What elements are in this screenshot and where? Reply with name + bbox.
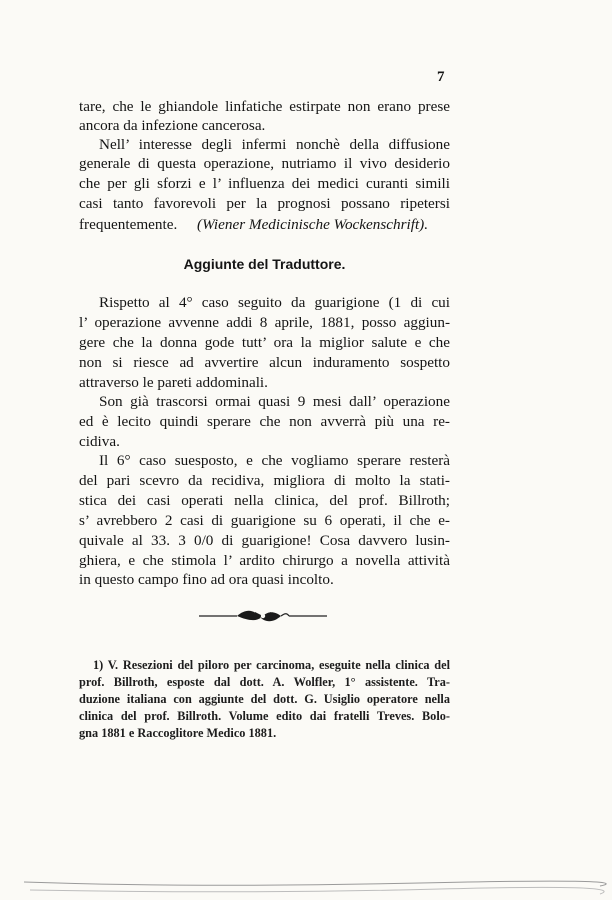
footnote-line: prof. Billroth, esposte dal dott. A. Wolfler, 1° assistente. Tra- [79,675,450,689]
body-text-line: l’ operazione avvenne addi 8 aprile, 1881, posso aggiun- [79,314,450,331]
footnote-line: duzione italiana con aggiunte del dott. G. Usiglio operatore nella [79,692,450,706]
body-text-line: in questo campo fino ad ora quasi incolto. [79,571,334,588]
body-text-line: generale di questa operazione, nutriamo il vivo desiderio [79,155,450,172]
body-text-line: casi tanto favorevoli per la prognosi possano ripetersi [79,195,450,212]
body-text-line: che per gli sforzi e l’ influenza dei medici curanti simili [79,175,450,192]
body-text-line: non si riesce ad avvertire alcun induramento sospetto [79,354,450,371]
body-text-line-with-citation [79,215,450,234]
body-text-line: del pari scevro da recidiva, migliora di molto la stati- [79,472,450,489]
body-text-line: gere che la donna gode tutt’ ora la miglior salute e che [79,334,450,351]
body-text-line: ed è lecito quindi sperare che non avverrà più una re- [79,413,450,430]
footnote-line: 1) V. Resezioni del piloro per carcinoma, eseguite nella clinica del [93,658,450,672]
page-number: 7 [437,69,445,85]
body-text-line: Nell’ interesse degli infermi nonchè della diffusione [99,136,450,153]
body-text-line: attraverso le pareti addominali. [79,374,268,391]
citation: (Wiener Medicinische Wockenschrift). [197,216,429,233]
footnote-line: gna 1881 e Raccoglitore Medico 1881. [79,726,277,740]
body-text-line: quivale al 33. 3 0/0 di guarigione! Cosa davvero lusin- [79,532,450,549]
footnote-line: clinica del prof. Billroth. Volume edito dai fratelli Treves. Bolo- [79,709,450,723]
body-text-line: ghiera, e che stimola l’ ardito chirurgo a novella attività [79,552,450,569]
body-text-line: s’ avrebbero 2 casi di guarigione su 6 operati, il che e- [79,512,450,529]
body-text-line: tare, che le ghiandole linfatiche estirpate non erano prese [79,98,450,115]
body-text-line: Rispetto al 4° caso seguito da guarigione (1 di cui [99,294,450,311]
body-text-line: Son già trascorsi ormai quasi 9 mesi dall’ operazione [99,393,450,410]
section-heading: Aggiunte del Traduttore. [183,256,346,272]
page-edge-shadow [0,872,612,900]
decorative-ornament [197,606,329,626]
body-text-line: stica dei casi operati nella clinica, del prof. Billroth; [79,492,450,509]
body-text-fragment: frequentemente. [79,216,178,233]
body-text-line: ancora da infezione cancerosa. [79,117,266,134]
body-text-line: Il 6° caso suesposto, e che vogliamo sperare resterà [99,452,450,469]
body-text-line: cidiva. [79,433,120,450]
